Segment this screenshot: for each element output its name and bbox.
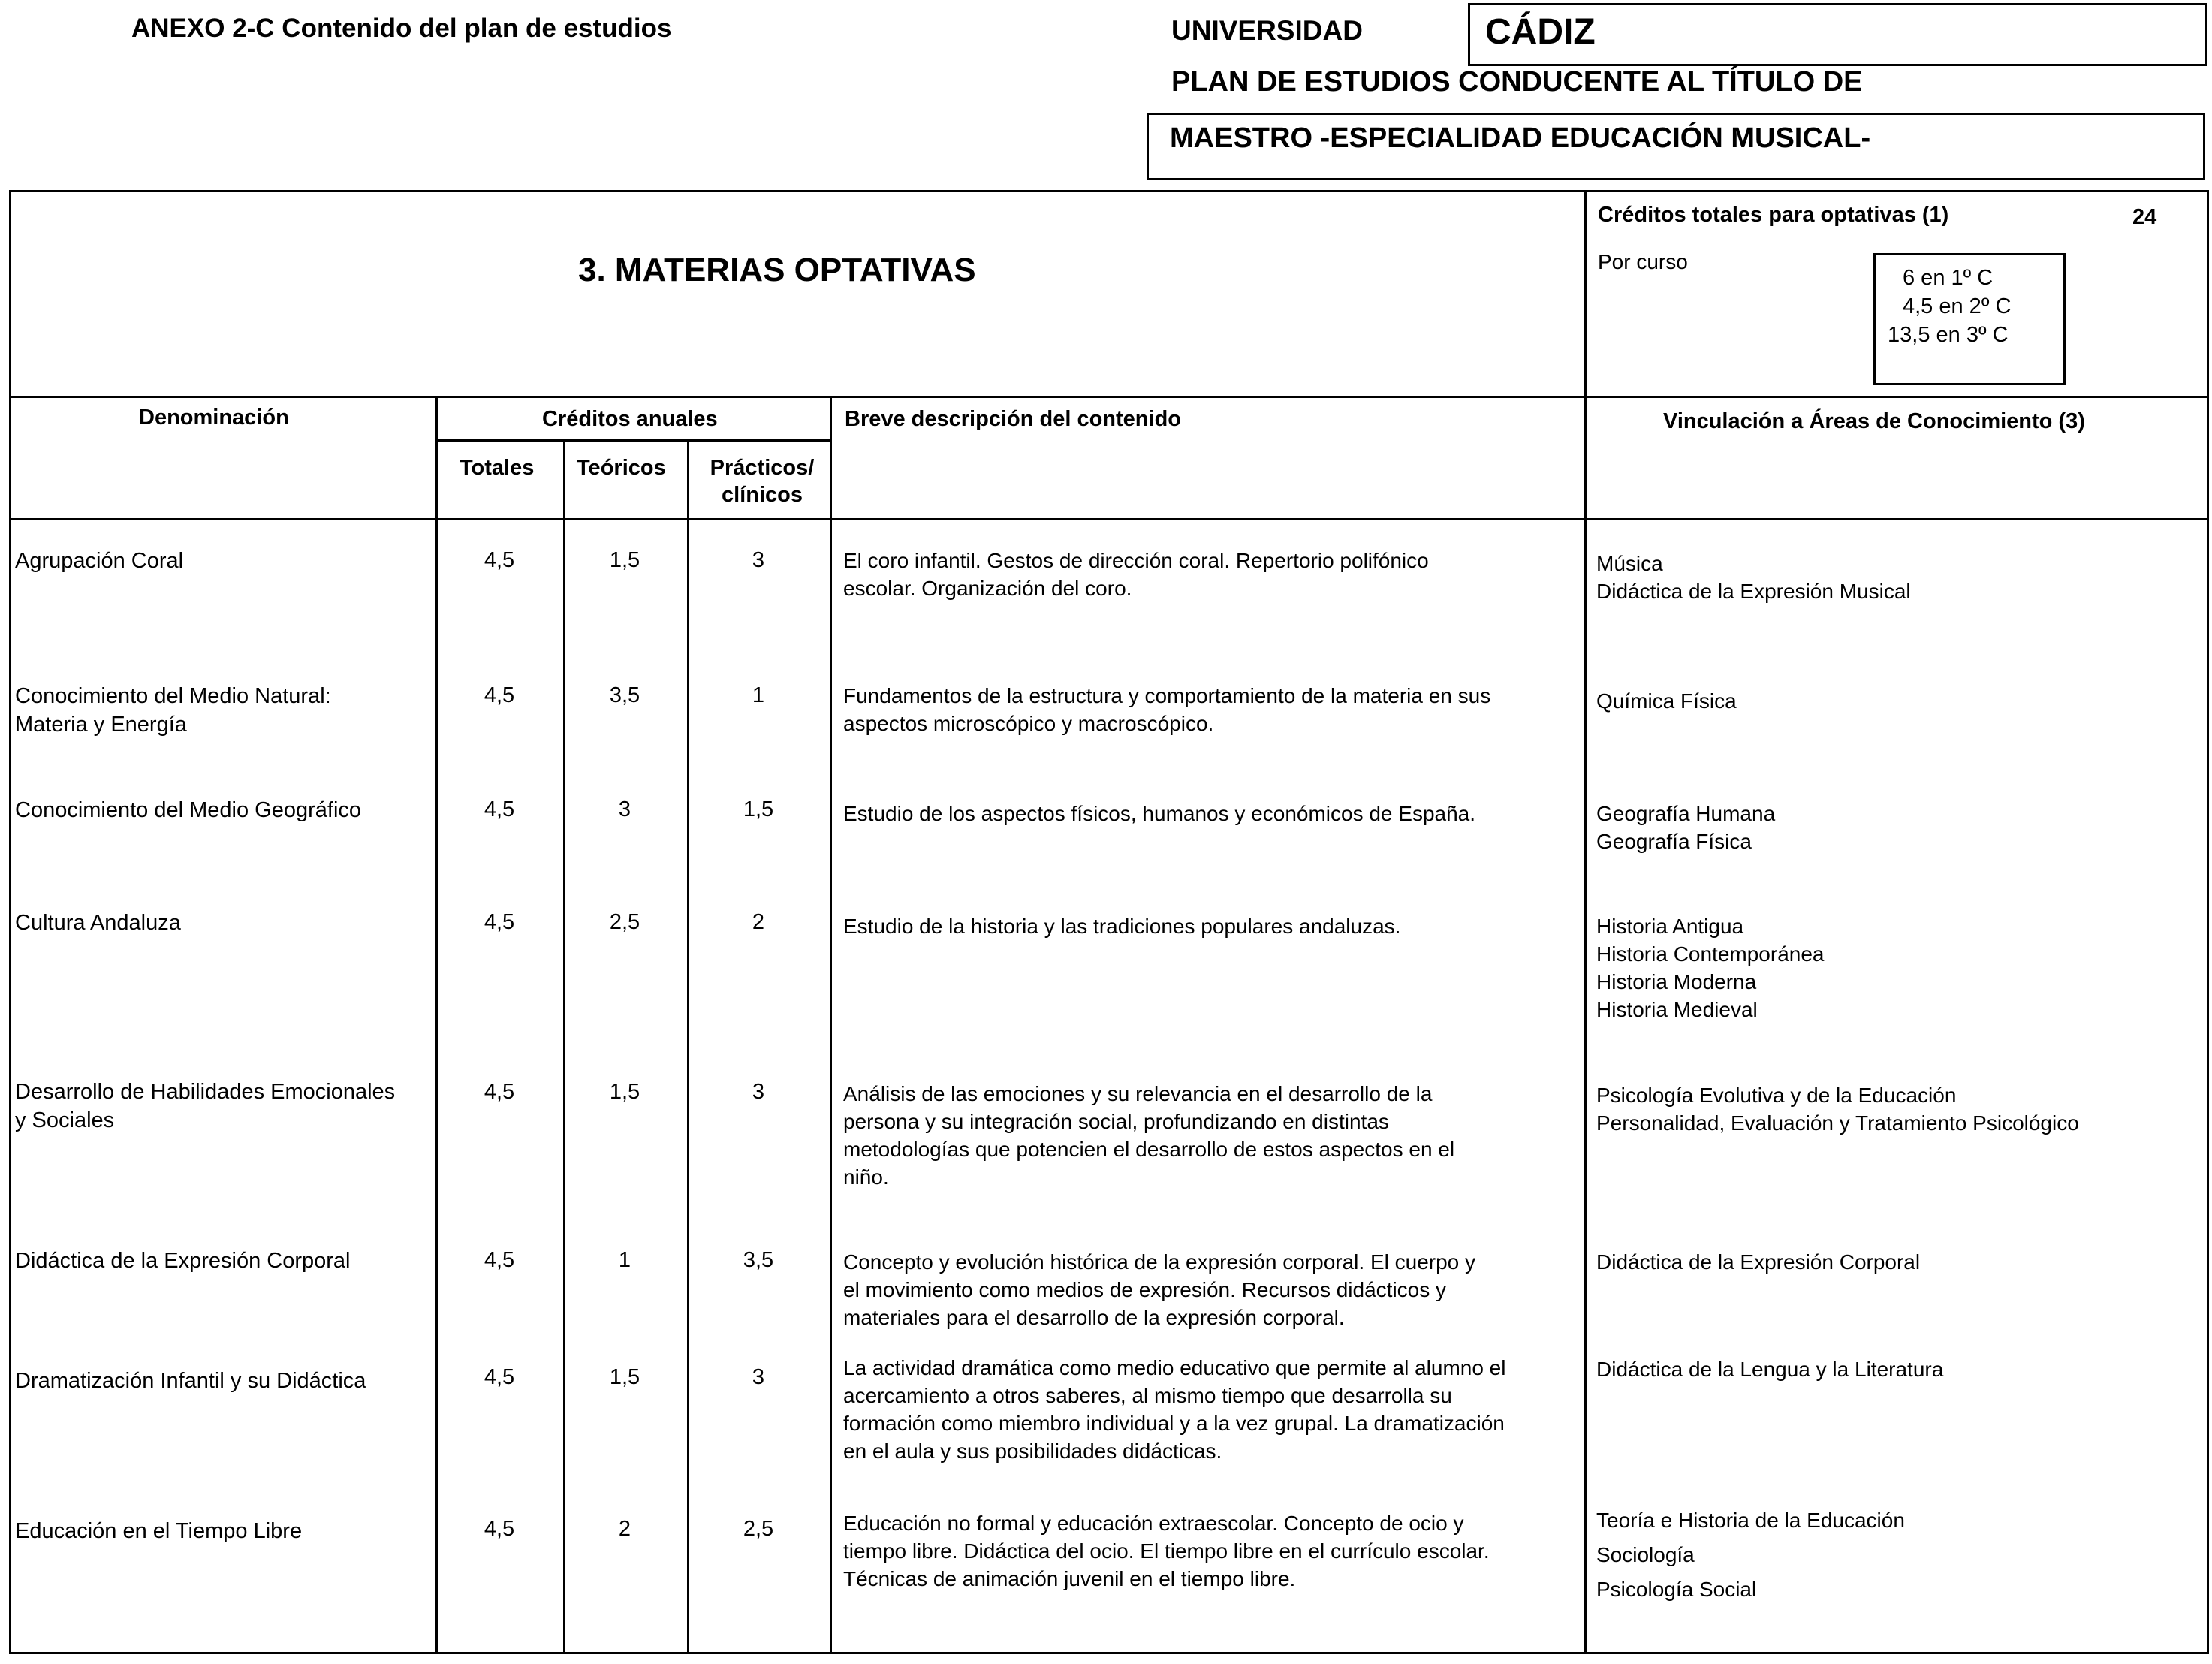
course-areas bbox=[1596, 1355, 2204, 1383]
plan-label: PLAN DE ESTUDIOS CONDUCENTE AL TÍTULO DE bbox=[1171, 66, 1863, 98]
course-name-line: Conocimiento del Medio Geográfico bbox=[15, 798, 362, 822]
course-description-line: Concepto y evolución histórica de la expresión corporal. El cuerpo y bbox=[843, 1250, 1476, 1274]
course-name-line: y Sociales bbox=[15, 1108, 115, 1132]
knowledge-area: Historia Antigua bbox=[1596, 915, 1744, 938]
credits-totals: 4,5 bbox=[484, 548, 515, 572]
degree-title: MAESTRO -ESPECIALIDAD EDUCACIÓN MUSICAL- bbox=[1170, 122, 1871, 154]
knowledge-area: Sociología bbox=[1596, 1543, 1695, 1566]
course-description bbox=[843, 1248, 1583, 1331]
course-description-line: aspectos microscópico y macroscópico. bbox=[843, 712, 1214, 735]
header-bottom-rule bbox=[9, 518, 2209, 520]
col-divider bbox=[1584, 396, 1587, 1654]
credits-practice: 2 bbox=[752, 910, 765, 934]
course-areas bbox=[1596, 1248, 2204, 1276]
course-name-line: Educación en el Tiempo Libre bbox=[15, 1519, 303, 1543]
course-description-line: el movimiento como medios de expresión. Recursos didácticos y bbox=[843, 1278, 1447, 1301]
title-divider bbox=[1584, 190, 1587, 398]
col-head-theory: Teóricos bbox=[577, 456, 666, 480]
knowledge-area: Didáctica de la Expresión Corporal bbox=[1596, 1250, 1921, 1274]
course-description bbox=[843, 912, 1583, 940]
course-description-line: acercamiento a otros saberes, al mismo tiempo que desarrolla su bbox=[843, 1384, 1452, 1407]
course-name-line: Cultura Andaluza bbox=[15, 911, 181, 935]
knowledge-area: Química Física bbox=[1596, 689, 1737, 713]
course-description-line: Análisis de las emociones y su relevancia en el desarrollo de la bbox=[843, 1082, 1433, 1105]
title-bottom-rule bbox=[9, 396, 2209, 398]
per-course-line: 4,5 en 2º C bbox=[1903, 294, 2012, 318]
course-name-line: Dramatización Infantil y su Didáctica bbox=[15, 1369, 366, 1393]
university-name-box bbox=[1468, 3, 2207, 66]
course-description-line: Estudio de la historia y las tradiciones populares andaluzas. bbox=[843, 915, 1401, 938]
credits-theory: 1,5 bbox=[609, 1080, 640, 1104]
knowledge-area: Historia Medieval bbox=[1596, 998, 1758, 1021]
course-name bbox=[15, 909, 428, 937]
course-description bbox=[843, 1354, 1583, 1465]
knowledge-area: Didáctica de la Expresión Musical bbox=[1596, 580, 1911, 603]
course-name bbox=[15, 547, 428, 575]
credits-theory: 1 bbox=[618, 1248, 631, 1272]
section-title: 3. MATERIAS OPTATIVAS bbox=[578, 252, 976, 288]
course-name-line: Desarrollo de Habilidades Emocionales bbox=[15, 1080, 396, 1104]
course-name bbox=[15, 796, 428, 824]
per-course-line: 6 en 1º C bbox=[1903, 266, 1994, 290]
course-name bbox=[15, 1367, 428, 1395]
col-head-totals: Totales bbox=[460, 456, 535, 480]
course-areas bbox=[1596, 550, 2204, 605]
knowledge-area: Geografía Humana bbox=[1596, 802, 1776, 825]
credits-totals: 4,5 bbox=[484, 1080, 515, 1104]
degree-box bbox=[1147, 113, 2205, 180]
credits-practice: 3,5 bbox=[743, 1248, 774, 1272]
credits-theory: 2 bbox=[618, 1517, 631, 1541]
per-course-line: 13,5 en 3º C bbox=[1888, 323, 2009, 347]
course-description bbox=[843, 1509, 1583, 1593]
credits-totals: 4,5 bbox=[484, 1517, 515, 1541]
credits-totals: 4,5 bbox=[484, 910, 515, 934]
col-head-name: Denominación bbox=[139, 405, 289, 430]
course-description-line: formación como miembro individual y a la vez grupal. La dramatización bbox=[843, 1412, 1505, 1435]
col-head-credits: Créditos anuales bbox=[542, 407, 718, 431]
course-areas bbox=[1596, 912, 2204, 1023]
col-head-areas: Vinculación a Áreas de Conocimiento (3) bbox=[1663, 409, 2085, 433]
knowledge-area: Teoría e Historia de la Educación bbox=[1596, 1509, 1905, 1532]
course-description-line: Estudio de los aspectos físicos, humanos y económicos de España. bbox=[843, 802, 1476, 825]
knowledge-area: Historia Contemporánea bbox=[1596, 942, 1825, 966]
course-areas bbox=[1596, 800, 2204, 855]
course-description-line: Fundamentos de la estructura y comportamiento de la materia en sus bbox=[843, 684, 1491, 707]
per-course-box bbox=[1873, 253, 2066, 385]
course-description-line: La actividad dramática como medio educativo que permite al alumno el bbox=[843, 1356, 1506, 1379]
course-description bbox=[843, 800, 1583, 827]
credits-totals: 4,5 bbox=[484, 1248, 515, 1272]
course-areas bbox=[1596, 1503, 2204, 1607]
course-description-line: en el aula y sus posibilidades didácticas. bbox=[843, 1439, 1222, 1463]
annex-title: ANEXO 2-C Contenido del plan de estudios bbox=[131, 14, 672, 43]
course-description bbox=[843, 682, 1583, 737]
credits-practice: 3 bbox=[752, 548, 765, 572]
credits-practice: 2,5 bbox=[743, 1517, 774, 1541]
course-description-line: Educación no formal y educación extraescolar. Concepto de ocio y bbox=[843, 1512, 1464, 1535]
course-name-line: Didáctica de la Expresión Corporal bbox=[15, 1249, 351, 1273]
knowledge-area: Psicología Evolutiva y de la Educación bbox=[1596, 1084, 1957, 1107]
university-label: UNIVERSIDAD bbox=[1171, 15, 1363, 46]
course-description-line: metodologías que potencien el desarrollo de estos aspectos en el bbox=[843, 1138, 1455, 1161]
credits-practice: 3 bbox=[752, 1080, 765, 1104]
total-credits-label: Créditos totales para optativas (1) bbox=[1598, 203, 1949, 227]
course-name bbox=[15, 1078, 428, 1135]
col-head-practice-line: clínicos bbox=[722, 483, 803, 507]
course-description-line: Técnicas de animación juvenil en el tiempo libre. bbox=[843, 1567, 1296, 1590]
col-head-description: Breve descripción del contenido bbox=[845, 407, 1181, 431]
col-divider bbox=[435, 396, 438, 1654]
course-name-line: Materia y Energía bbox=[15, 713, 187, 737]
credits-totals: 4,5 bbox=[484, 1365, 515, 1389]
credits-practice: 1,5 bbox=[743, 797, 774, 821]
knowledge-area: Geografía Física bbox=[1596, 830, 1752, 853]
course-areas bbox=[1596, 687, 2204, 715]
credits-totals: 4,5 bbox=[484, 683, 515, 707]
credits-theory: 3 bbox=[618, 797, 631, 821]
course-description-line: niño. bbox=[843, 1165, 889, 1189]
credits-theory: 1,5 bbox=[609, 1365, 640, 1389]
col-divider bbox=[687, 439, 689, 1654]
per-course-label: Por curso bbox=[1598, 250, 1688, 273]
course-name-line: Conocimiento del Medio Natural: bbox=[15, 684, 331, 708]
knowledge-area: Didáctica de la Lengua y la Literatura bbox=[1596, 1358, 1944, 1381]
credits-sub-rule bbox=[435, 439, 831, 442]
course-description-line: persona y su integración social, profundizando en distintas bbox=[843, 1110, 1389, 1133]
col-divider bbox=[830, 396, 832, 1654]
course-name bbox=[15, 1246, 428, 1275]
course-description bbox=[843, 1080, 1583, 1191]
credits-practice: 1 bbox=[752, 683, 765, 707]
col-divider bbox=[563, 439, 565, 1654]
credits-theory: 2,5 bbox=[609, 910, 640, 934]
credits-totals: 4,5 bbox=[484, 797, 515, 821]
course-description-line: El coro infantil. Gestos de dirección coral. Repertorio polifónico bbox=[843, 549, 1429, 572]
credits-practice: 3 bbox=[752, 1365, 765, 1389]
university-name: CÁDIZ bbox=[1485, 12, 1596, 52]
course-description bbox=[843, 547, 1583, 602]
course-name bbox=[15, 1517, 428, 1545]
knowledge-area: Psicología Social bbox=[1596, 1578, 1757, 1601]
course-areas bbox=[1596, 1081, 2204, 1137]
course-name-line: Agrupación Coral bbox=[15, 549, 184, 573]
knowledge-area: Personalidad, Evaluación y Tratamiento Psicológico bbox=[1596, 1111, 2079, 1135]
total-credits-value: 24 bbox=[2132, 205, 2157, 229]
knowledge-area: Historia Moderna bbox=[1596, 970, 1757, 993]
credits-theory: 3,5 bbox=[609, 683, 640, 707]
course-name bbox=[15, 682, 428, 739]
course-description-line: tiempo libre. Didáctica del ocio. El tiempo libre en el currículo escolar. bbox=[843, 1539, 1490, 1563]
course-description-line: materiales para el desarrollo de la expresión corporal. bbox=[843, 1306, 1345, 1329]
col-head-practice bbox=[702, 454, 822, 508]
course-description-line: escolar. Organización del coro. bbox=[843, 577, 1132, 600]
credits-theory: 1,5 bbox=[609, 548, 640, 572]
col-head-practice-line: Prácticos/ bbox=[710, 456, 815, 480]
knowledge-area: Música bbox=[1596, 552, 1663, 575]
